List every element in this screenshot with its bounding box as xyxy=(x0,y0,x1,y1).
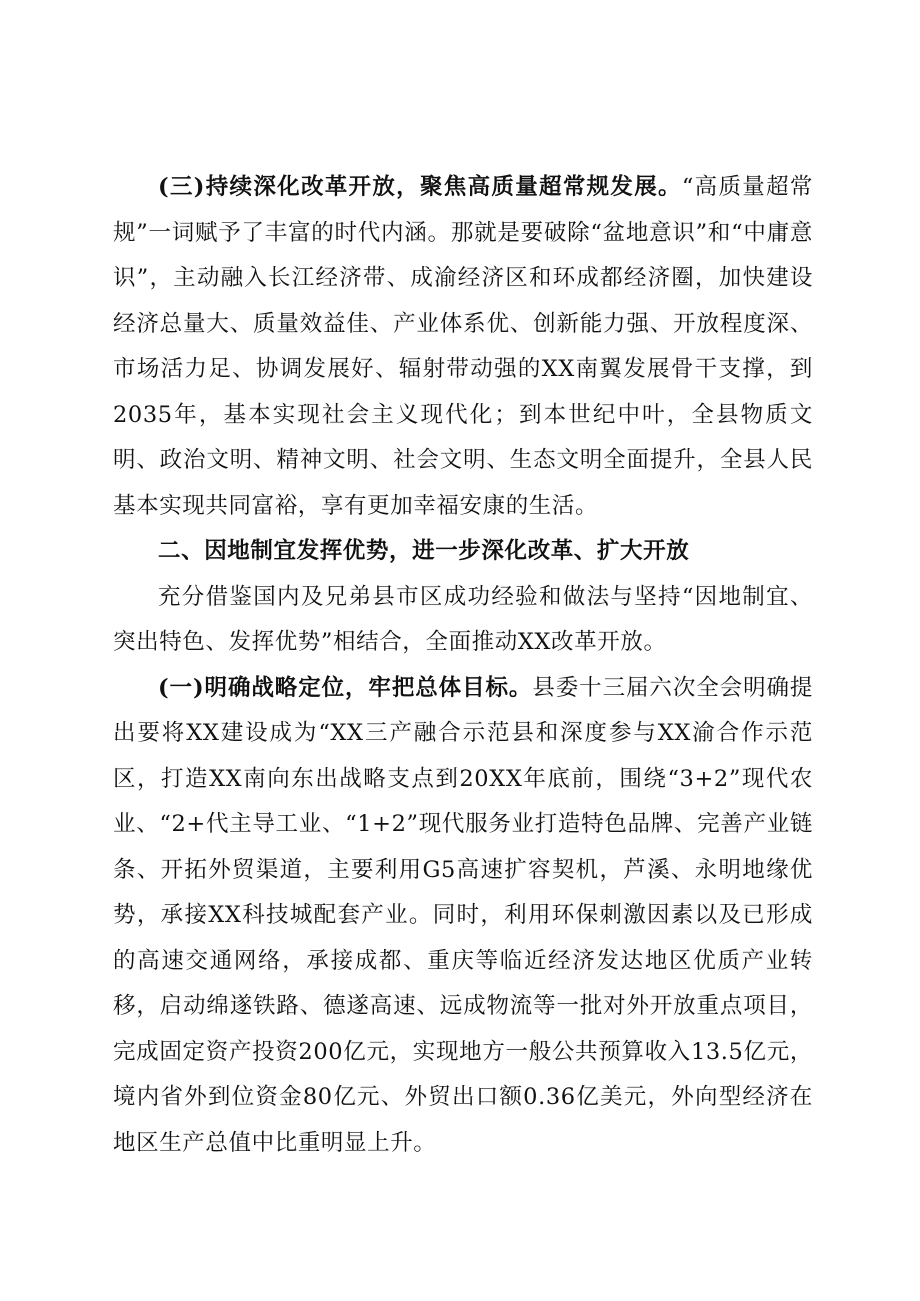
paragraph-strategic-positioning xyxy=(113,666,813,1167)
section-heading-2: 二、因地制宜发挥优势，进一步深化改革、扩大开放 xyxy=(158,538,690,564)
paragraph-lead-heading: (三)持续深化改革开放，聚焦高质量超常规发展。 xyxy=(158,174,682,200)
paragraph-intro: 充分借鉴国内及兄弟县市区成功经验和做法与坚持“因地制宜、突出特色、发挥优势”相结合，全面推动XX改革开放。 xyxy=(113,583,813,655)
paragraph-lead-heading: (一)明确战略定位，牢把总体目标。 xyxy=(158,674,533,701)
paragraph-body: “高质量超常规”一词赋予了丰富的时代内涵。那就是要破除“盆地意识”和“中庸意识”，主动融入长江经济带、成渝经济区和环成都经济圈，加快建设经济总量大、质量效益佳、产业体系优、创新能力强、开放程度深、市场活力足、协调发展好、辐射带动强的XX南翼发展骨干支撑，到2035年，基本实现社会主义现代化；到本世纪中叶，全县物质文明、政治文明、精神文明、社会文明、生态文明全面提升，全县人民基本实现共同富裕，享有更加幸福安康的生活。 xyxy=(113,174,813,519)
document-page xyxy=(113,165,813,1166)
paragraph-body: 县委十三届六次全会明确提出要将XX建设成为“XX三产融合示范县和深度参与XX渝合作示范区，打造XX南向东出战略支点到20XX年底前，围绕“3+2”现代农业、“2+代主导工业、“1+2”现代服务业打造特色品牌、完善产业链条、开拓外贸渠道，主要利用G5高速扩容契机，芦溪、永明地缘优势，承接XX科技城配套产业。同时，利用环保刺激因素以及已形成的高速交通网络，承接成都、重庆等临近经济发达地区优质产业转移，启动绵遂铁路、德遂高速、远成物流等一批对外开放重点项目，完成固定资产投资200亿元，实现地方一般公共预算收入13.5亿元，境内省外到位资金80亿元、外贸出口额0.36亿美元，外向型经济在地区生产总值中比重明显上升。 xyxy=(113,674,814,1156)
paragraph-reform-opening xyxy=(113,165,813,529)
